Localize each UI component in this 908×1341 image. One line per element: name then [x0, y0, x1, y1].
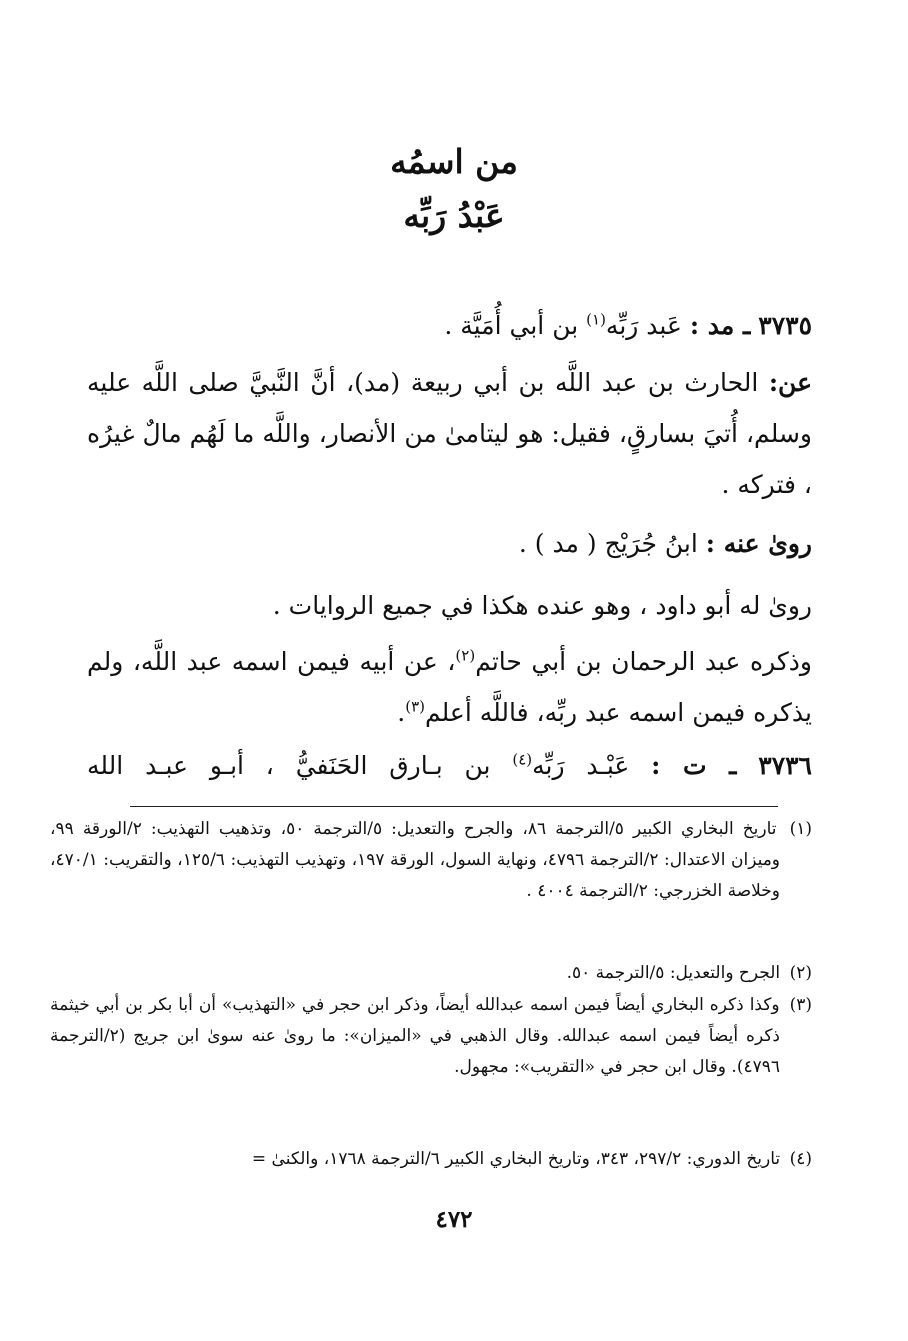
- entry-name-rest: بن أبي أُمَيَّة .: [444, 311, 579, 340]
- footnote-ref: (١): [586, 310, 606, 329]
- dhakara-text: وذكره عبد الرحمان بن أبي حاتم: [475, 647, 812, 676]
- footnote-text: تاريخ الدوري: ٢٩٧/٢، ٣٤٣، وتاريخ البخاري الكبير ٦/الترجمة ١٧٦٨، والكنىٰ =: [251, 1149, 781, 1169]
- an-text: الحارث بن عبد اللَّه بن أبي ربيعة (مد)، أنَّ النَّبيَّ صلى اللَّه عليه وسلم، أُتيَ بسارقٍ، فقيل: هو ليتامىٰ من الأنصار، واللَّه ما لَهُم مالٌ غيرُه ، فتركه .: [87, 368, 812, 499]
- footnote-number: (٣): [789, 995, 812, 1015]
- dhakara-text-mid: ، عن أبيه فيمن اسمه عبد اللَّه، ولم يذكره فيمن اسمه عبد ربِّه، فاللَّه أعلم: [87, 647, 812, 727]
- footnote-2: [50, 958, 812, 989]
- footnote-ref: (٢): [455, 646, 476, 665]
- footnote-text: وكذا ذكره البخاري أيضاً فيمن اسمه عبدالله أيضاً، وذكر ابن حجر في «التهذيب» أن أبا بكر بن أبي خيثمة ذكره أيضاً فيمن اسمه عبدالله. وقال الذهبي في «الميزان»: ما روىٰ عنه سوىٰ ابن جريج (٢/الترجمة ٤٧٩٦). وقال ابن حجر في «التقريب»: مجهول.: [50, 995, 780, 1077]
- section-heading: من اسمُه: [390, 142, 518, 181]
- footnote-text: الجرح والتعديل: ٥/الترجمة ٥٠.: [566, 963, 781, 983]
- paragraph-rawa: [87, 518, 812, 569]
- entry-3735-title: [87, 300, 812, 351]
- section-subheading: عَبْدُ رَبِّه: [403, 196, 505, 235]
- entry-name: عَبد رَبِّه: [605, 311, 682, 340]
- paragraph-rawa-lahu: روىٰ له أبو داود ، وهو عنده هكذا في جميع الروايات .: [272, 591, 812, 620]
- entry-name-rest: بن بـارق الحَنَفيُّ ، أبـو عبـد الله: [87, 751, 491, 780]
- footnote-number: (٤): [789, 1149, 812, 1169]
- rawa-label: روىٰ عنه :: [705, 529, 812, 558]
- rawa-text: ابنُ جُرَيْج ( مد ) .: [518, 529, 698, 558]
- footnote-text: تاريخ البخاري الكبير ٥/الترجمة ٨٦، والجرح والتعديل: ٥/الترجمة ٥٠، وتذهيب التهذيب: ٢/الورقة ٩٩، وميزان الاعتدال: ٢/الترجمة ٤٧٩٦، ونهاية السول، الورقة ١٩٧، وتهذيب التهذيب: ١٢٥/٦، والتقريب: ٤٧٠/١، وخلاصة الخزرجي: ٢/الترجمة ٤٠٠٤ .: [50, 819, 781, 901]
- entry-code: ـ مد :: [689, 311, 751, 340]
- entry-name: عَبْـد رَبِّه: [532, 751, 630, 780]
- footnote-number: (١): [789, 819, 813, 839]
- footnote-3: [50, 990, 812, 1083]
- footnote-ref: (٣): [405, 697, 425, 716]
- entry-3736-title: [87, 740, 812, 791]
- paragraph-an: [87, 357, 812, 510]
- an-label: عن:: [768, 368, 812, 397]
- paragraph-dhakara: [87, 636, 812, 738]
- entry-number: ٣٧٣٥: [758, 311, 812, 340]
- footnote-number: (٢): [789, 963, 812, 983]
- entry-number: ٣٧٣٦: [758, 751, 812, 780]
- footnote-ref: (٤): [512, 750, 533, 769]
- footnote-4: [50, 1144, 812, 1175]
- page-number: ٤٧٢: [435, 1206, 473, 1233]
- dhakara-end: .: [397, 698, 406, 727]
- entry-code: ـ ت :: [651, 751, 737, 780]
- footnote-1: [50, 814, 812, 907]
- footnote-separator: [130, 806, 778, 807]
